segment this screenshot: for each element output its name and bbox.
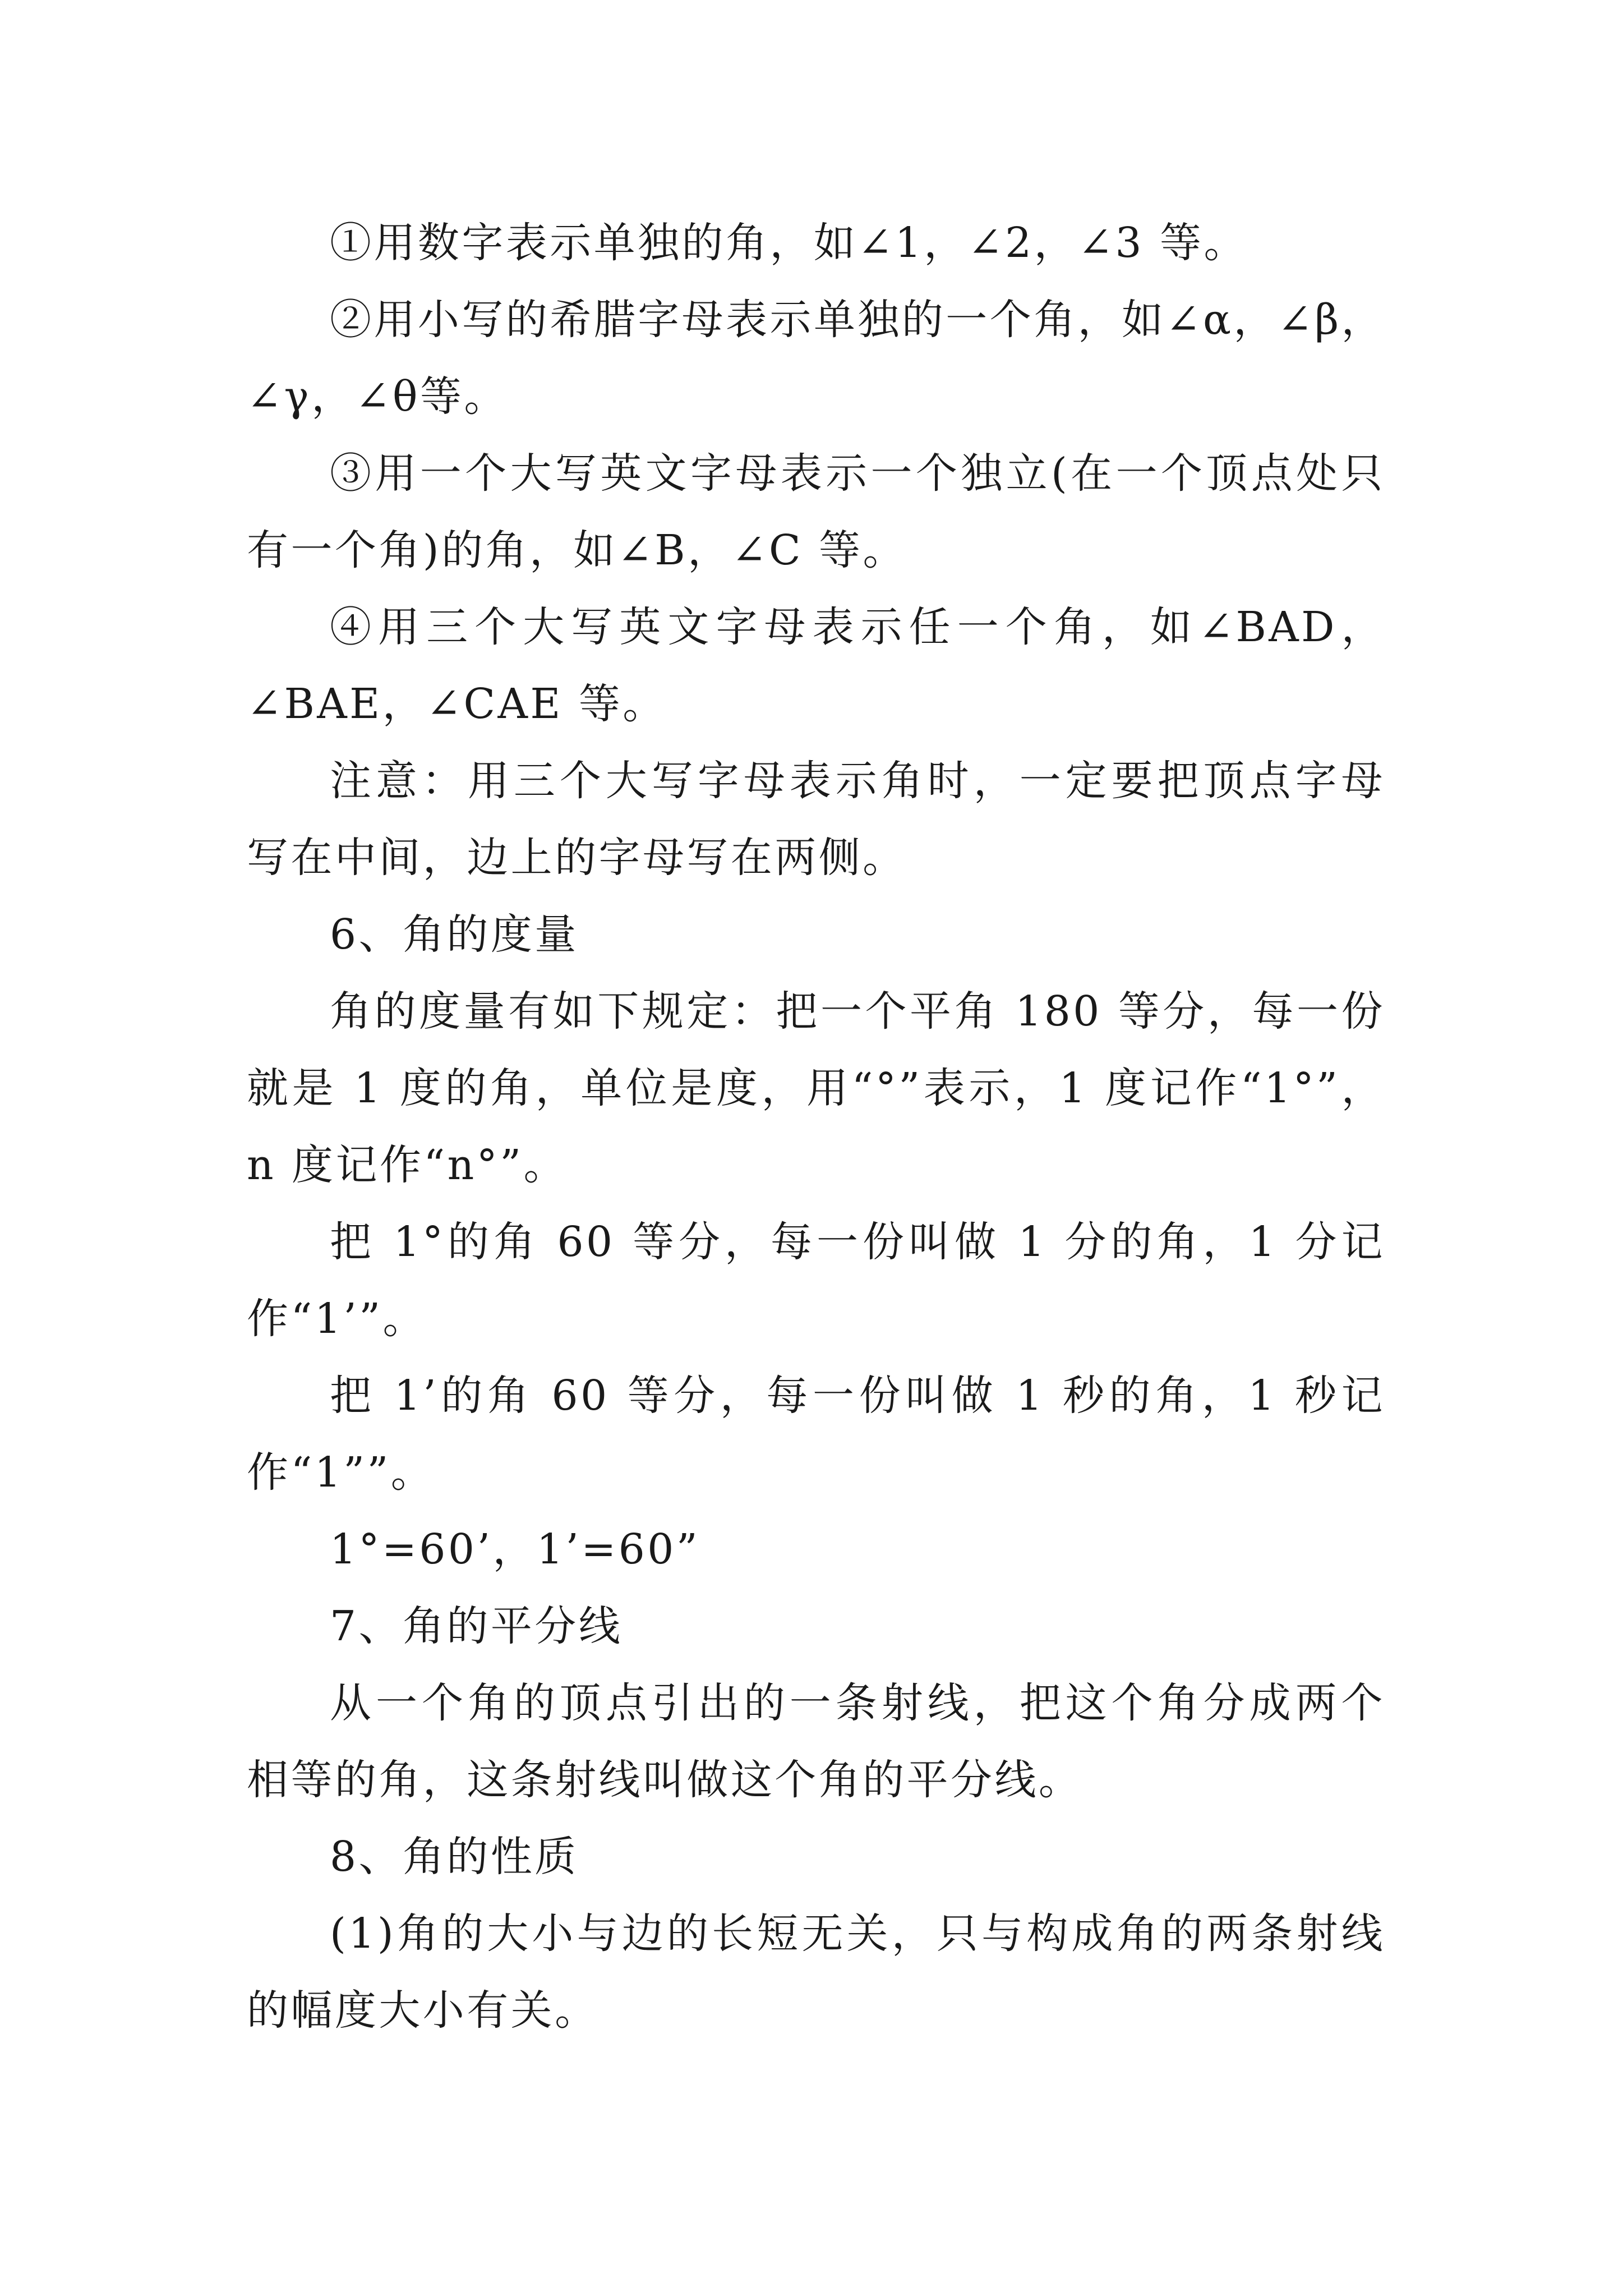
paragraph-note: 注意：用三个大写字母表示角时，一定要把顶点字母写在中间，边上的字母写在两侧。 (247, 757, 1385, 882)
paragraph-property-1: (1)角的大小与边的长短无关，只与构成角的两条射线的幅度大小有关。 (247, 1910, 1385, 2035)
paragraph-minute-definition: 把 1°的角 60 等分，每一份叫做 1 分的角，1 分记作“1’”。 (247, 1218, 1385, 1343)
section-heading-angle-properties: 8、角的性质 (330, 1833, 579, 1881)
document-body (247, 205, 1385, 2049)
paragraph-unit-conversion: 1°=60’，1’=60” (330, 1525, 700, 1573)
paragraph-notation-numbers: ①用数字表示单独的角，如∠1，∠2，∠3 等。 (330, 219, 1248, 267)
paragraph-second-definition: 把 1’的角 60 等分，每一份叫做 1 秒的角，1 秒记作“1””。 (247, 1372, 1385, 1497)
section-heading-angle-bisector: 7、角的平分线 (330, 1602, 623, 1650)
paragraph-bisector-definition: 从一个角的顶点引出的一条射线，把这个角分成两个相等的角，这条射线叫做这个角的平分线。 (247, 1679, 1385, 1804)
paragraph-notation-single-letter: ③用一个大写英文字母表示一个独立(在一个顶点处只有一个角)的角，如∠B，∠C 等。 (247, 449, 1385, 574)
section-heading-angle-measure: 6、角的度量 (330, 910, 579, 959)
paragraph-degree-definition: 角的度量有如下规定：把一个平角 180 等分，每一份就是 1 度的角，单位是度，用“°”表示，1 度记作“1°”，n 度记作“n°”。 (247, 987, 1385, 1189)
paragraph-notation-greek: ②用小写的希腊字母表示单独的一个角，如∠α，∠β，∠γ，∠θ等。 (247, 296, 1385, 421)
paragraph-notation-three-letters: ④用三个大写英文字母表示任一个角，如∠BAD，∠BAE，∠CAE 等。 (247, 603, 1385, 728)
